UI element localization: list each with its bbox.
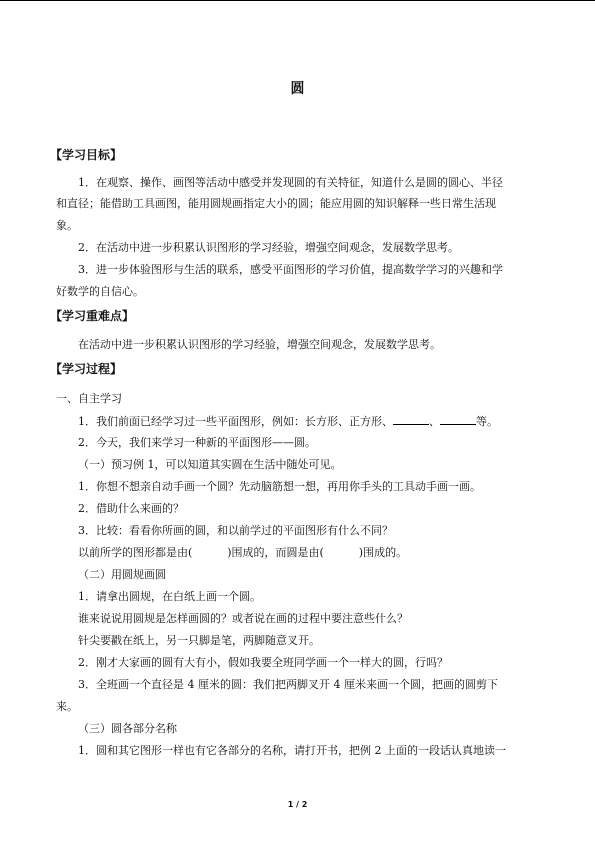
page-top-border [0,0,595,1]
process-item-1 [78,414,498,429]
goal-2: 2．在活动中进一步积累认识图形的学习经验，增强空间观念，发展数学思考。 [78,241,459,254]
heading-key-points: 【学习重难点】 [50,309,135,323]
process-item-1-end: 等。 [476,415,498,428]
process-item-2: 2．今天，我们来学习一种新的平面图形——圆。 [78,436,316,449]
goal-3-line-1: 3．进一步体验图形与生活的联系，感受平面图形的学习价值，提高数学学习的兴趣和学 [78,263,503,276]
fill-blank-1[interactable] [393,414,429,425]
goal-3-line-2: 好数学的自信心。 [56,285,144,298]
sub2-item-4: 2．刚才大家画的圆有大有小，假如我要全班同学画一个一样大的圆，行吗？ [78,656,448,669]
sub1-item-2: 2．借助什么来画的？ [78,502,184,515]
sub2-item-1: 1．请拿出圆规，在白纸上画一个圆。 [78,590,261,603]
sub1-item-4: 以前所学的图形都是由( )围成的，而圆是由( )围成的。 [78,546,408,559]
sub3-item-1: 1．圆和其它图形一样也有它各部分的名称，请打开书，把例 2 上面的一段话认真地读一 [78,744,506,757]
key-points-text: 在活动中进一步积累认识图形的学习经验，增强空间观念，发展数学思考。 [78,338,441,351]
heading-process: 【学习过程】 [50,362,123,376]
sub2-item-5-line-2: 来。 [56,700,78,713]
sub2-item-2: 谁来说说用圆规是怎样画圆的？或者说在画的过程中要注意些什么？ [78,612,408,625]
page-number: 1 / 2 [287,800,308,809]
subsection-2: （二）用圆规画圆 [78,568,166,581]
blank-separator: 、 [429,415,440,428]
subsection-1: （一）预习例 1，可以知道其实圆在生活中随处可见。 [78,458,342,471]
heading-goals: 【学习目标】 [50,148,123,162]
subsection-3: （三）圆各部分名称 [78,722,177,735]
process-item-1-text: 1．我们前面已经学习过一些平面图形，例如：长方形、正方形、 [78,415,393,428]
sub1-item-1: 1．你想不想亲自动手画一个圆？先动脑筋想一想，再用你手头的工具动手画一画。 [78,480,481,493]
goal-1-line-1: 1．在观察、操作、画图等活动中感受并发现圆的有关特征，知道什么是圆的圆心、半径 [78,176,503,189]
sub1-item-3: 3．比较：看看你所画的圆，和以前学过的平面图形有什么不同？ [78,524,393,537]
goal-1-line-3: 象。 [56,219,78,232]
goal-1-line-2: 和直径；能借助工具画图，能用圆规画指定大小的圆；能应用圆的知识解释一些日常生活现 [56,197,496,210]
fill-blank-2[interactable] [440,414,476,425]
section-self-study: 一、自主学习 [56,392,122,405]
page-title: 圆 [290,81,305,97]
sub2-item-3: 针尖要戳在纸上，另一只脚是笔，两脚随意叉开。 [78,634,320,647]
sub2-item-5-line-1: 3．全班画一个直径是 4 厘米的圆：我们把两脚叉开 4 厘米来画一个圆，把画的圆剪下 [78,678,498,691]
